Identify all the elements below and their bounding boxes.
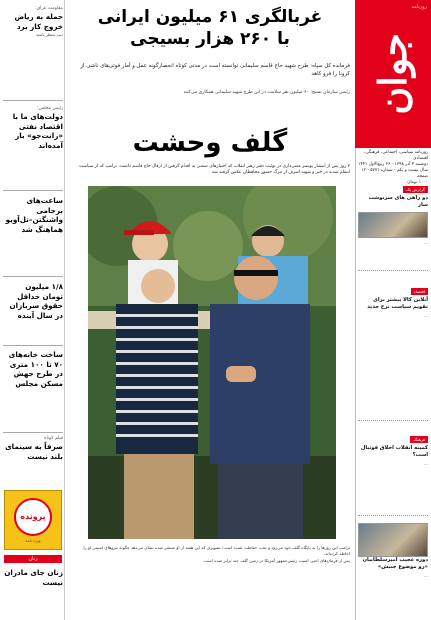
- divider: [3, 190, 63, 191]
- mast-story[interactable]: [358, 278, 428, 319]
- golf-photo-illustration: [88, 186, 336, 539]
- mast-story[interactable]: [358, 520, 428, 579]
- mast-story-title: دو راهی های سرنوشت ساز: [368, 195, 428, 208]
- sidebar-story[interactable]: [3, 350, 63, 388]
- sidebar-story-title: ۱/۸ میلیون تومان حداقل حقوق سربازان در سال آینده: [9, 282, 63, 320]
- main-column: [66, 0, 354, 620]
- mast-story[interactable]: [358, 176, 428, 246]
- photo-caption: ۲ روز پس از انتشار پوستر معنی‌داری در توئیت دفتر رهبر انقلاب که اختیارهای ضمنی به اقدام گرفتن از ارقال حاج قاسم داشت، ترامپ که از سیاست انتقام شدید در خبر و شهید اشرف از مرگ حضور محافظان عکس گرفته شد: [79, 164, 350, 175]
- logo-text: جوان: [370, 33, 415, 115]
- issue-line: ۱۰۰۰ تومان: [407, 180, 428, 185]
- issue-line: روزنامه سیاسی، اجتماعی، فرهنگی، اقتصادی: [363, 150, 428, 161]
- divider: [358, 420, 428, 421]
- special-issue-ad[interactable]: [4, 490, 62, 550]
- divider: [358, 270, 428, 271]
- sidebar-story-title: زنان جای مادران نیست: [4, 568, 63, 587]
- sidebar-story-title: ساعت‌های برجامی واشنگتن–تل‌آویو هماهنگ شد: [5, 196, 63, 234]
- sidebar-story-title: دولت‌های ما با اقتصاد نفتی «رانت‌جو» بار آمده‌اند: [12, 112, 63, 150]
- main-headline[interactable]: [70, 6, 350, 50]
- sidebar-story[interactable]: [3, 282, 63, 320]
- sidebar-story[interactable]: [3, 436, 63, 461]
- headline-line: غربالگری ۶۱ میلیون ایرانی: [97, 7, 323, 27]
- masthead: [355, 0, 431, 620]
- sidebar-story[interactable]: [3, 6, 63, 37]
- lead-paragraph-secondary: رئیس سازمان بسیج: ۶۰ میلیون نفر سلامت در این طرح شهید سلیمانی همکاری می‌کنند: [183, 90, 350, 95]
- sidebar-story-kicker: فیلم کوتاه: [44, 436, 63, 441]
- mast-story[interactable]: [358, 426, 428, 467]
- mast-story-title: دوره عجیب امیرسلطانیان «رو موضوع جنبش»: [362, 557, 428, 570]
- divider: [3, 276, 63, 277]
- mast-story-body: ...: [424, 240, 428, 245]
- mast-story-body: ...: [424, 573, 428, 578]
- sidebar-story-title: حمله به ریاض خروج کار برد: [14, 12, 63, 31]
- main-photo: [88, 186, 336, 539]
- divider: [3, 100, 63, 101]
- sidebar-story[interactable]: [3, 568, 63, 587]
- sidebar-story-title: صرفاً به سینمای بلند نیست: [5, 442, 63, 461]
- ad-badge: پرونده: [14, 498, 52, 536]
- mast-story-title: آنلاین کالا بیشتر برای تقویم سیاست نرخ جدید: [367, 297, 428, 310]
- sidebar-story-body: دیپ منتظر باشند: [36, 32, 63, 37]
- sidebar-story[interactable]: [3, 106, 63, 150]
- photo-headline[interactable]: گلف وحشت: [132, 128, 288, 158]
- mast-story-image: [358, 212, 428, 238]
- sidebar-story-kicker: مقاومت عراق:: [35, 6, 63, 11]
- sidebar-story[interactable]: [3, 196, 63, 234]
- mast-story-tag: گزارش یک: [403, 186, 428, 193]
- photo-story-body: [72, 545, 350, 565]
- headline-line: با ۲۶۰ هزار بسیجی: [130, 29, 290, 49]
- story-paragraph: پس از فرمان‌های اخیر، امنیت رئیس‌جمهور آمریکا در زمین گلف چند برابر شده است.: [202, 558, 350, 563]
- divider: [3, 432, 63, 433]
- sidebar: [0, 0, 65, 620]
- divider: [358, 515, 428, 516]
- story-paragraph: ترامپ این روزها را به پایگاه گلف خود می‌رود و تحت حفاظت شدید است؛ تصویری که این هفته از او منتشر شده نشان می‌دهد چگونه نیروهای امنیتی او را احاطه کرده‌اند.: [83, 545, 350, 556]
- mast-story-title: کمیته انقلاب اخلاق فوتبال است؟: [360, 445, 428, 458]
- issue-line: سال بیست و یکم - شماره ۵۷۷۱ - ۱۲ صفحه: [361, 168, 428, 179]
- divider: [3, 345, 63, 346]
- newspaper-logo: [355, 0, 431, 148]
- mast-story-tag: فرهنگ: [410, 436, 428, 443]
- lead-paragraph: فرمانده کل سپاه: طرح شهید حاج قاسم سلیمانی توانسته است در مدتی کوتاه انحصارگونه عمل و آمار فوتی‌های ناشی از کرونا را فرو کاهد: [80, 63, 350, 77]
- section-tag: زنان: [4, 555, 62, 563]
- mast-story-tag: اقتصاد: [411, 288, 428, 295]
- ad-subtitle: ویژه نامه: [25, 537, 41, 543]
- mast-story-image: [358, 523, 428, 557]
- sidebar-story-kicker: رئیس مجلس:: [36, 106, 63, 111]
- logo-small-text: روزنامه: [411, 4, 427, 10]
- mast-story-body: ...: [424, 313, 428, 318]
- sidebar-story-title: ساخت خانه‌های ۷۰ تا ۱۰۰ متری در طرح جهش مسکن مجلس: [8, 350, 63, 388]
- issue-line: دوشنبه ۴ آذر ۱۳۹۸ - ۲۶ ربیع‌الاول ۱۴۴۱: [358, 162, 428, 167]
- mast-story-body: ...: [424, 461, 428, 466]
